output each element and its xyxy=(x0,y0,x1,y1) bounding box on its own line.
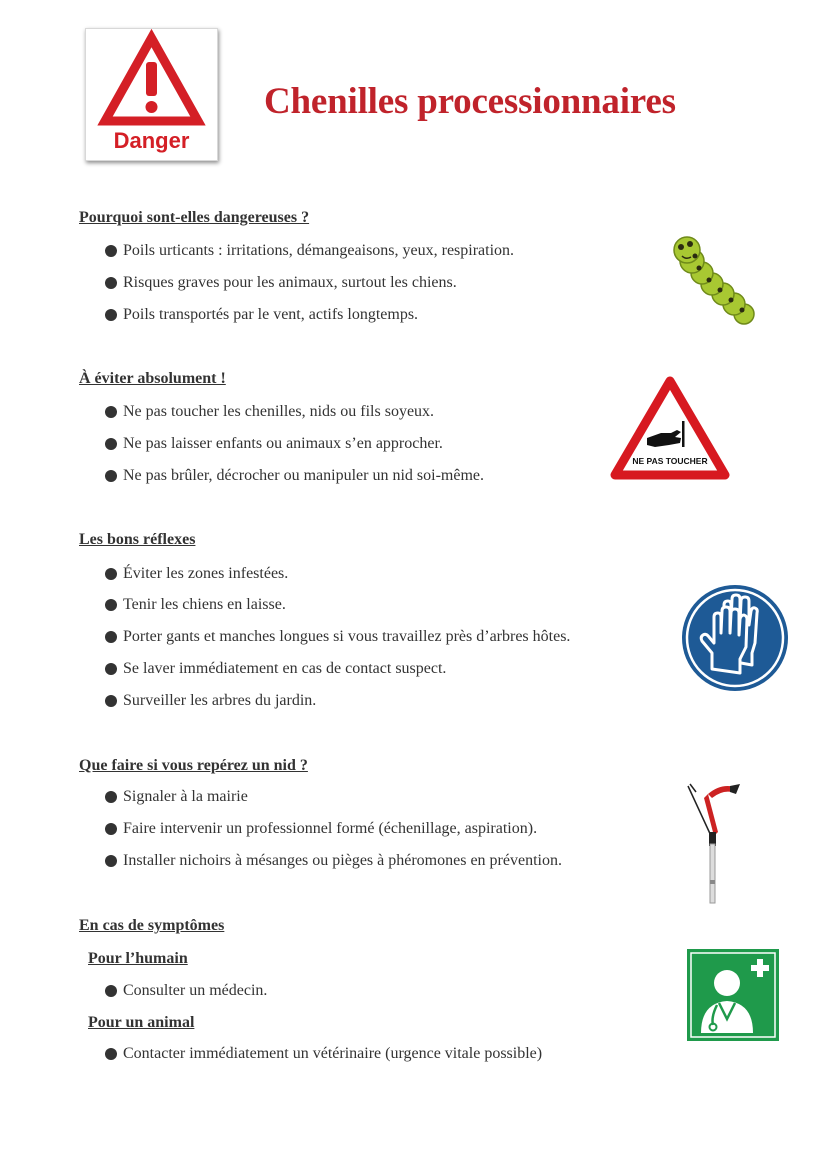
bullet-icon xyxy=(105,631,117,643)
doctor-icon xyxy=(687,949,779,1041)
bullet-icon xyxy=(105,568,117,580)
gloves-icon xyxy=(680,583,790,693)
bullet-icon xyxy=(105,855,117,867)
bullet-icon xyxy=(105,309,117,321)
list-item: Ne pas toucher les chenilles, nids ou fils soyeux. xyxy=(105,403,434,421)
bullet-icon xyxy=(105,438,117,450)
list-item: Se laver immédiatement en cas de contact suspect. xyxy=(105,660,446,678)
bullet-icon xyxy=(105,245,117,257)
list-item: Surveiller les arbres du jardin. xyxy=(105,692,316,710)
list-item: Contacter immédiatement un vétérinaire (urgence vitale possible) xyxy=(105,1045,542,1063)
subsection-heading-human: Pour l’humain xyxy=(88,950,188,967)
list-item: Risques graves pour les animaux, surtout les chiens. xyxy=(105,274,457,292)
caterpillar-icon xyxy=(668,232,760,330)
bullet-icon xyxy=(105,277,117,289)
list-item: Signaler à la mairie xyxy=(105,788,248,806)
section-heading-reflexes: Les bons réflexes xyxy=(79,531,196,548)
section-heading-symptoms: En cas de symptômes xyxy=(79,917,225,934)
bullet-icon xyxy=(105,695,117,707)
danger-logo xyxy=(85,28,218,161)
list-item: Ne pas brûler, décrocher ou manipuler un nid soi-même. xyxy=(105,467,484,485)
bullet-icon xyxy=(105,406,117,418)
section-heading-avoid: À éviter absolument ! xyxy=(79,370,226,387)
list-item: Porter gants et manches longues si vous travaillez près d’arbres hôtes. xyxy=(105,628,570,646)
bullet-icon xyxy=(105,985,117,997)
list-item: Faire intervenir un professionnel formé (échenillage, aspiration). xyxy=(105,820,537,838)
section-heading-nest: Que faire si vous repérez un nid ? xyxy=(79,757,308,774)
bullet-icon xyxy=(105,791,117,803)
no-touch-icon xyxy=(609,375,731,483)
bullet-icon xyxy=(105,470,117,482)
bullet-icon xyxy=(105,663,117,675)
bullet-icon xyxy=(105,823,117,835)
subsection-heading-animal: Pour un animal xyxy=(88,1014,195,1031)
bullet-icon xyxy=(105,1048,117,1060)
warning-triangle-icon xyxy=(86,29,217,129)
list-item: Poils urticants : irritations, démangeaisons, yeux, respiration. xyxy=(105,242,514,260)
list-item: Installer nichoirs à mésanges ou pièges à phéromones en prévention. xyxy=(105,852,562,870)
page-title: Chenilles processionnaires xyxy=(264,81,676,122)
list-item: Poils transportés par le vent, actifs longtemps. xyxy=(105,306,418,324)
no-touch-sign xyxy=(609,375,731,483)
list-item: Ne pas laisser enfants ou animaux s’en approcher. xyxy=(105,435,443,453)
list-item: Éviter les zones infestées. xyxy=(105,565,288,583)
danger-label: Danger xyxy=(113,128,190,153)
no-touch-label: NE PAS TOUCHER xyxy=(632,456,708,466)
pole-pruner-icon xyxy=(682,780,744,905)
section-heading-dangers: Pourquoi sont-elles dangereuses ? xyxy=(79,209,310,226)
list-item: Tenir les chiens en laisse. xyxy=(105,596,286,614)
bullet-icon xyxy=(105,599,117,611)
list-item: Consulter un médecin. xyxy=(105,982,267,1000)
